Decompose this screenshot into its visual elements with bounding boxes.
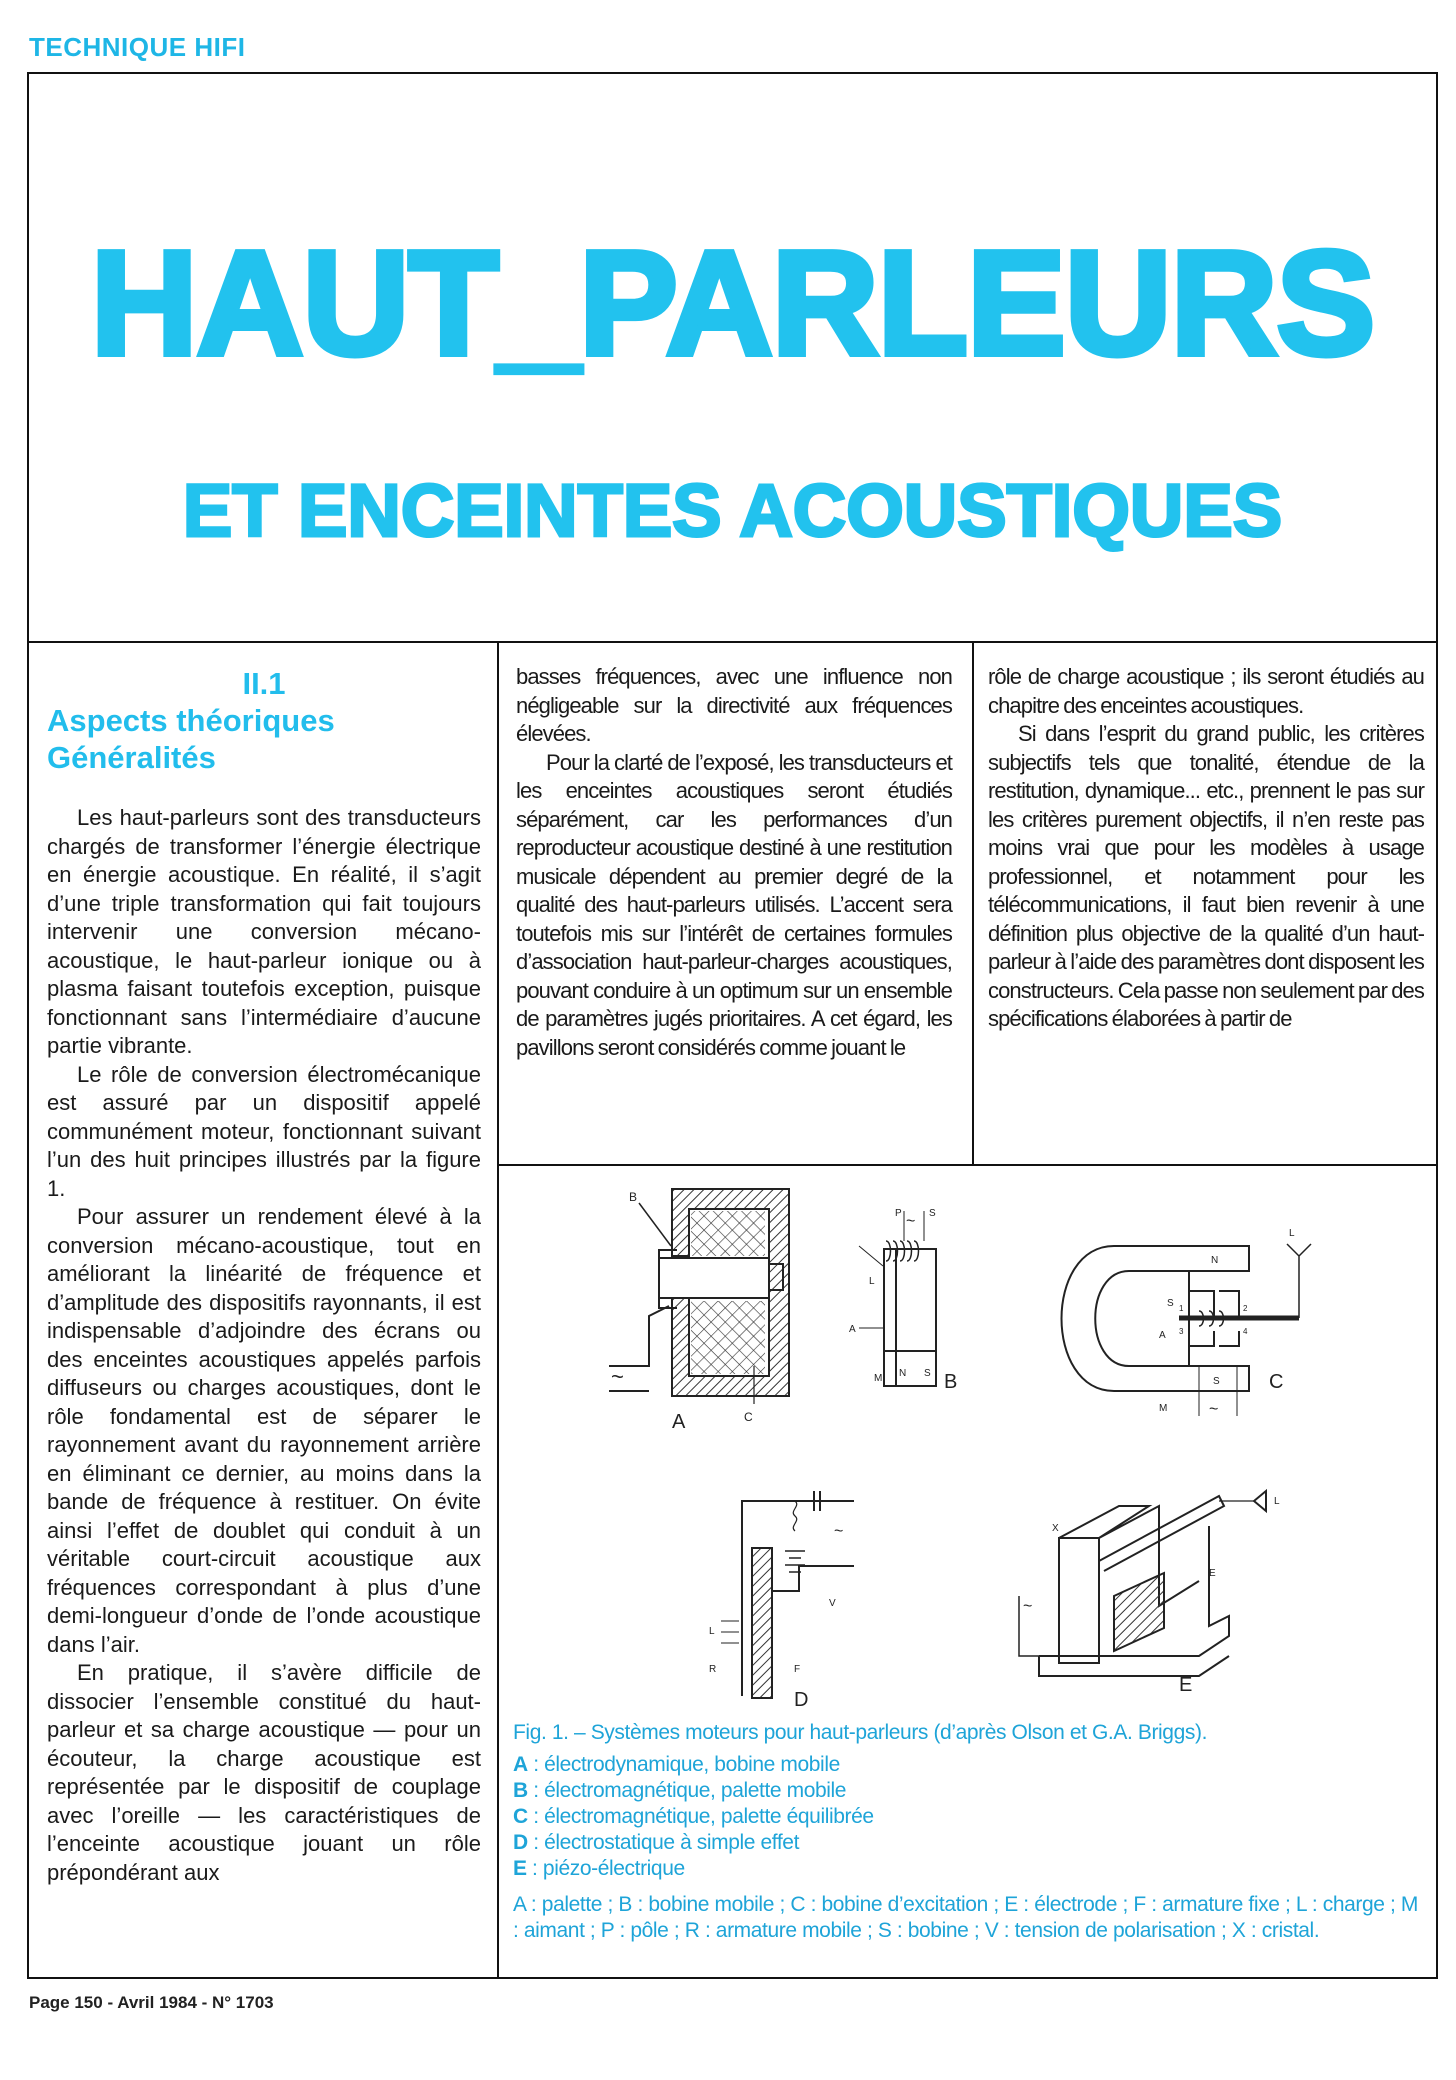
- diagram-e: [1019, 1491, 1280, 1696]
- caption-item: [513, 1778, 1418, 1804]
- caption-item-key: E: [513, 1857, 527, 1880]
- section-heading: [47, 665, 481, 776]
- paragraph: Pour la clarté de l’exposé, les transducteurs et les enceintes acoustiques seront étudiés séparément, car les performances d’un reproducteur acoustique destiné à une restitution musicale dépendent au premier degré de la qualité des haut-parleurs utilisés. L’accent sera toutefois mis sur l’intérêt de certaines formules d’association haut-parleur-charges acoustiques, pouvant conduire à un optimum sur un ensemble de paramètres jugés prioritaires. A cet égard, les pavillons seront considérés comme jouant le: [516, 749, 952, 1060]
- label-c: C: [744, 1410, 753, 1424]
- label-l: L: [869, 1276, 875, 1287]
- label-2: 2: [1243, 1304, 1248, 1313]
- label-v: V: [829, 1598, 836, 1609]
- label-s: S: [1167, 1298, 1174, 1309]
- caption-item-key: C: [513, 1805, 528, 1828]
- label-s: S: [1213, 1376, 1220, 1387]
- column-3: [988, 663, 1424, 1034]
- label-l: L: [1289, 1228, 1295, 1239]
- label-e: E: [1209, 1568, 1216, 1579]
- label-r: R: [709, 1664, 717, 1675]
- label-p: P: [895, 1208, 902, 1219]
- label-m: M: [874, 1373, 883, 1384]
- caption-item-text: : électromagnétique, palette mobile: [527, 1779, 847, 1802]
- label-a: A: [1159, 1330, 1166, 1341]
- label-1: 1: [1179, 1304, 1184, 1313]
- paragraph: basses fréquences, avec une influence non négligeable sur la directivité aux fréquences élevées.: [516, 664, 952, 746]
- panel-label-d: D: [794, 1689, 809, 1711]
- panel-label-e: E: [1179, 1674, 1193, 1696]
- label-m: M: [1159, 1403, 1168, 1414]
- paragraph: Pour assurer un rendement élevé à la conversion mécano-acoustique, tout en améliorant la linéarité de fréquence et d’amplitude des dispositifs rayonnants, il est indispensable d’adjoindre des écrans ou des enceintes acoustiques appelés parfois diffuseurs ou charges acoustiques, dont le rôle fondamental est de séparer le rayonnement avant du rayonnement arrière en éliminant ce dernier, au moins dans la bande de fréquence à restituer. On évite ainsi l’effet de doublet qui conduit à un véritable court-circuit acoustique aux fréquences correspondant à plus d’une demi-longueur d’onde de l’onde acoustique dans l’air.: [47, 1204, 481, 1657]
- label-l: L: [1274, 1496, 1280, 1507]
- label-4: 4: [1243, 1327, 1248, 1336]
- caption-item-key: A: [513, 1753, 528, 1776]
- label-l: L: [709, 1626, 715, 1637]
- paragraph: Si dans l’esprit du grand public, les critères subjectifs tels que tonalité, étendue de la restitution, dynamique... etc., prennent le pas sur les critères purement objectifs, il n’en reste pas moins vrai que pour les modèles à usage professionnel, et notamment pour les télécommunications, il faut bien revenir à une définition plus objective de la qualité d’un haut-parleur à l’aide des paramètres dont disposent les constructeurs. Cela passe non seulement par des spécifications élaborées à partir de: [988, 721, 1424, 1031]
- label-n: N: [1211, 1255, 1219, 1266]
- caption-item: [513, 1752, 1418, 1778]
- caption-item-text: : électrodynamique, bobine mobile: [527, 1753, 840, 1776]
- caption-item: [513, 1856, 1418, 1882]
- panel-label-b: B: [944, 1371, 958, 1393]
- paragraph: Les haut-parleurs sont des transducteurs chargés de transformer l’énergie électrique en énergie acoustique. En réalité, il s’agit d’une triple transformation qui fait toujours intervenir une conversion mécano-acoustique, le haut-parleur ionique ou à plasma faisant toutefois exception, puisque fonctionnant sans l’intermédiaire d’aucune partie vibrante.: [47, 805, 481, 1058]
- caption-item-key: B: [513, 1779, 528, 1802]
- column-divider: [972, 643, 974, 1165]
- diagram-c: [1062, 1228, 1312, 1418]
- paragraph: Le rôle de conversion électromécanique est assuré par un dispositif appelé communément moteur, fonctionnant suivant l’un des huit principes illustrés par la figure 1.: [47, 1061, 481, 1201]
- label-tilde: ~: [1023, 1598, 1033, 1615]
- caption-title: Fig. 1. – Systèmes moteurs pour haut-parleurs (d’après Olson et G.A. Briggs).: [513, 1721, 1207, 1744]
- section-heading-1: Aspects théoriques: [47, 703, 335, 738]
- paragraph: En pratique, il s’avère difficile de dissocier l’ensemble constitué du haut-parleur et sa charge acoustique — pour un écouteur, la charge acoustique est représentée par le dispositif de couplage avec l’oreille — les caractéristiques de l’enceinte acoustique jouant un rôle prépondérant aux: [47, 1660, 481, 1885]
- diagram-d: [709, 1491, 854, 1711]
- article-subtitle-text: ET ENCEINTES ACOUSTIQUES: [182, 469, 1283, 552]
- panel-label-a: A: [672, 1411, 686, 1433]
- article-title-text: HAUT_PARLEURS: [90, 221, 1375, 386]
- figure-caption: [513, 1720, 1418, 1965]
- caption-legend: A : palette ; B : bobine mobile ; C : bobine d’excitation ; E : électrode ; F : armature fixe ; L : charge ; M : aimant ; P : pôle ; R : armature mobile ; S : bobine ; V : tension de polarisation ; X : cristal.: [513, 1893, 1418, 1942]
- panel-label-c: C: [1269, 1371, 1284, 1393]
- caption-item: [513, 1804, 1418, 1830]
- caption-item-key: D: [513, 1831, 528, 1854]
- label-tilde: ~: [1209, 1401, 1219, 1418]
- label-x: X: [1052, 1523, 1059, 1534]
- page-footer: Page 150 - Avril 1984 - N° 1703: [29, 1993, 274, 2012]
- section-heading-2: Généralités: [47, 740, 216, 775]
- label-tilde: ~: [906, 1213, 916, 1230]
- label-tilde: ~: [611, 1364, 624, 1389]
- column-2: [516, 663, 952, 1062]
- title-box: [27, 72, 1438, 643]
- label-tilde: ~: [834, 1523, 844, 1540]
- diagram-a: [609, 1189, 789, 1433]
- label-n: N: [899, 1368, 907, 1379]
- label-f: F: [794, 1664, 801, 1675]
- label-a: A: [849, 1324, 856, 1335]
- diagram-b: [849, 1208, 957, 1393]
- caption-item-text: : électromagnétique, palette équilibrée: [527, 1805, 874, 1828]
- figure-1-diagrams: [499, 1166, 1437, 1716]
- label-3: 3: [1179, 1327, 1184, 1336]
- caption-item: [513, 1830, 1418, 1856]
- caption-item-text: : électrostatique à simple effet: [527, 1831, 799, 1854]
- label-s: S: [929, 1208, 936, 1219]
- section-rubric: TECHNIQUE HIFI: [29, 32, 246, 62]
- section-number: II.1: [242, 666, 286, 701]
- paragraph: rôle de charge acoustique ; ils seront étudiés au chapitre des enceintes acoustiques.: [988, 664, 1424, 718]
- label-s: S: [924, 1368, 931, 1379]
- column-1: [47, 665, 481, 1887]
- label-b: B: [629, 1190, 638, 1204]
- article-title: [29, 221, 1436, 386]
- caption-item-text: : piézo-électrique: [526, 1857, 685, 1880]
- article-subtitle: [29, 469, 1436, 553]
